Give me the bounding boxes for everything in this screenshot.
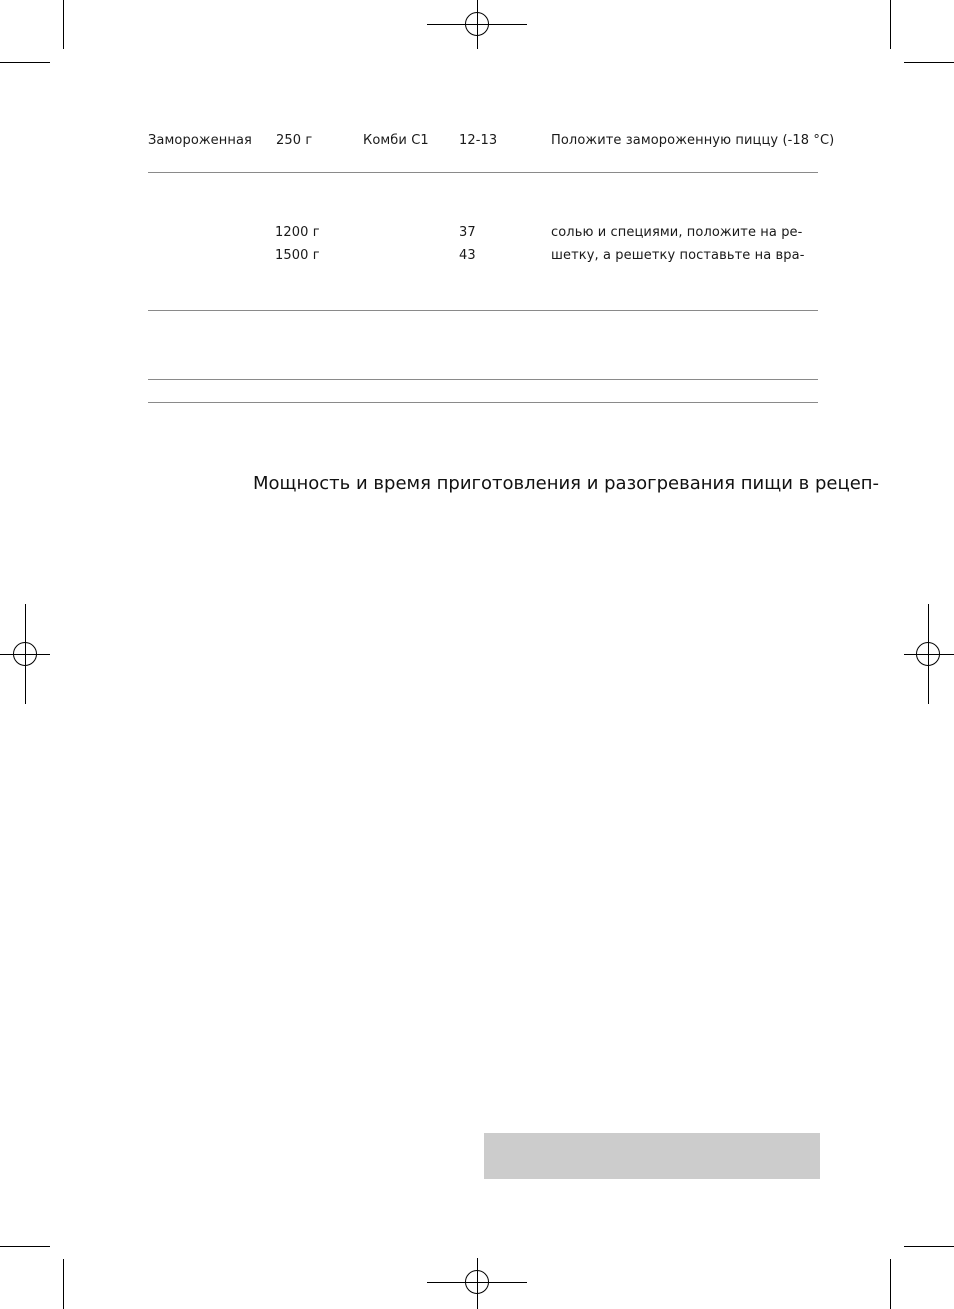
row1-time: 12-13 [459, 133, 498, 148]
row2-weight-b: 1500 г [275, 248, 320, 263]
row1-weight: 250 г [276, 133, 313, 148]
table-rule-2 [148, 310, 818, 311]
row2-note-a: солью и специями, положите на ре- [551, 225, 803, 240]
crop-mark-top-left-horizontal [0, 62, 50, 63]
crop-mark-top-right-horizontal [904, 62, 954, 63]
table-rule-4 [148, 402, 818, 403]
registration-right-circle [916, 642, 940, 666]
row2-time-a: 37 [459, 225, 476, 240]
table-rule-1 [148, 172, 818, 173]
crop-mark-bottom-left-horizontal [0, 1246, 50, 1247]
section-heading: Мощность и время приготовления и разогревания пищи в рецеп- [253, 473, 880, 494]
crop-mark-top-right-vertical [890, 0, 891, 49]
row2-weight-a: 1200 г [275, 225, 320, 240]
crop-mark-bottom-right-vertical [890, 1259, 891, 1309]
row1-note: Положите замороженную пиццу (-18 °С) [551, 133, 835, 148]
registration-bottom-circle [465, 1270, 489, 1294]
row2-note-b: шетку, а решетку поставьте на вра- [551, 248, 805, 263]
row1-mode: Комби С1 [363, 133, 429, 148]
table-rule-3 [148, 379, 818, 380]
crop-mark-bottom-left-vertical [63, 1259, 64, 1309]
crop-mark-bottom-right-horizontal [904, 1246, 954, 1247]
row2-time-b: 43 [459, 248, 476, 263]
gray-footer-box [484, 1133, 820, 1179]
row1-dish: Замороженная [148, 133, 252, 148]
registration-top-circle [465, 12, 489, 36]
crop-mark-top-left-vertical [63, 0, 64, 49]
registration-left-circle [13, 642, 37, 666]
